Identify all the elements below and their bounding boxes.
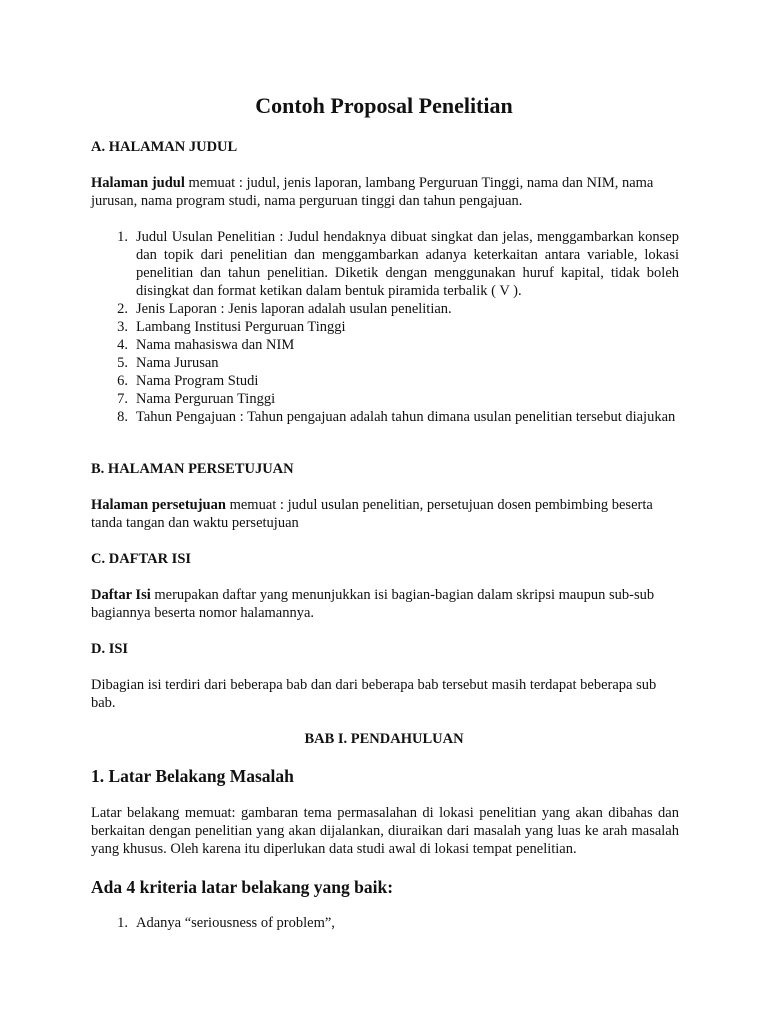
list-item xyxy=(108,914,679,932)
list-item xyxy=(108,336,679,354)
section-c-description: merupakan daftar yang menunjukkan isi bagian-bagian dalam skripsi maupun sub-sub bagiannya beserta nomor halamannya. xyxy=(91,587,655,621)
section-a-description: memuat : judul, jenis laporan, lambang Perguruan Tinggi, nama dan NIM, nama jurusan, nama program studi, nama perguruan tinggi dan tahun pengajuan. xyxy=(91,175,654,209)
list-item xyxy=(108,390,679,408)
list-item xyxy=(108,354,679,372)
list-item-text: Nama Perguruan Tinggi xyxy=(136,391,276,407)
document-title: Contoh Proposal Penelitian xyxy=(255,93,513,118)
chapter-heading: BAB I. PENDAHULUAN xyxy=(304,731,464,747)
section-d-paragraph: Dibagian isi terdiri dari beberapa bab dan dari beberapa bab tersebut masih terdapat beberapa sub bab. xyxy=(91,677,657,711)
list-item-number: 2. xyxy=(117,301,128,317)
section-a-list xyxy=(108,228,679,426)
list-item-text: Judul Usulan Penelitian : Judul hendaknya dibuat singkat dan jelas, menggambarkan konsep dan topik dari penelitian dan menggambarkan adanya keterkaitan antara variable, lokasi penelitian dan tahun penelitian. Diketik dengan menggunakan huruf kapital, tidak boleh disingkat dan format ketikan dalam bentuk piramida terbalik ( V ). xyxy=(136,229,679,299)
list-item-number: 8. xyxy=(117,409,128,425)
section-b-paragraph xyxy=(91,496,679,532)
section-a-term: Halaman judul xyxy=(91,175,185,191)
section-b-description: memuat : judul usulan penelitian, persetujuan dosen pembimbing beserta tanda tangan dan waktu persetujuan xyxy=(91,497,653,531)
subsection-heading-latar-belakang: 1. Latar Belakang Masalah xyxy=(91,766,294,786)
section-d-heading: D. ISI xyxy=(91,641,129,657)
list-item xyxy=(108,300,679,318)
list-item-number: 3. xyxy=(117,319,128,335)
list-item-text: Nama mahasiswa dan NIM xyxy=(136,337,295,353)
list-item-number: 4. xyxy=(117,337,128,353)
list-item-number: 1. xyxy=(117,915,128,931)
subsection-heading-kriteria: Ada 4 kriteria latar belakang yang baik: xyxy=(91,877,394,897)
list-item-text: Adanya “seriousness of problem”, xyxy=(136,915,335,931)
list-item-number: 5. xyxy=(117,355,128,371)
list-item-text: Lambang Institusi Perguruan Tinggi xyxy=(136,319,346,335)
section-b-term: Halaman persetujuan xyxy=(91,497,226,513)
section-a-paragraph xyxy=(91,174,679,210)
kriteria-list xyxy=(108,914,679,932)
list-item-number: 7. xyxy=(117,391,128,407)
section-a-heading: A. HALAMAN JUDUL xyxy=(91,139,238,155)
list-item xyxy=(108,228,679,300)
list-item-text: Nama Program Studi xyxy=(136,373,259,389)
section-c-paragraph xyxy=(91,586,679,622)
list-item-text: Nama Jurusan xyxy=(136,355,219,371)
list-item-number: 1. xyxy=(117,229,128,245)
latar-belakang-paragraph: Latar belakang memuat: gambaran tema permasalahan di lokasi penelitian yang akan dibahas dan berkaitan dengan penelitian yang akan dijalankan, diuraikan dari masalah yang luas ke arah masalah yang khusus. Oleh karena itu diperlukan data studi awal di lokasi tempat penelitian. xyxy=(91,805,679,857)
list-item-number: 6. xyxy=(117,373,128,389)
section-c-term: Daftar Isi xyxy=(91,587,151,603)
list-item xyxy=(108,408,679,426)
list-item-text: Tahun Pengajuan : Tahun pengajuan adalah tahun dimana usulan penelitian tersebut diajukan xyxy=(136,409,676,425)
list-item xyxy=(108,318,679,336)
section-c-heading: C. DAFTAR ISI xyxy=(91,551,192,567)
list-item-text: Jenis Laporan : Jenis laporan adalah usulan penelitian. xyxy=(136,301,452,317)
list-item xyxy=(108,372,679,390)
section-b-heading: B. HALAMAN PERSETUJUAN xyxy=(91,461,294,477)
